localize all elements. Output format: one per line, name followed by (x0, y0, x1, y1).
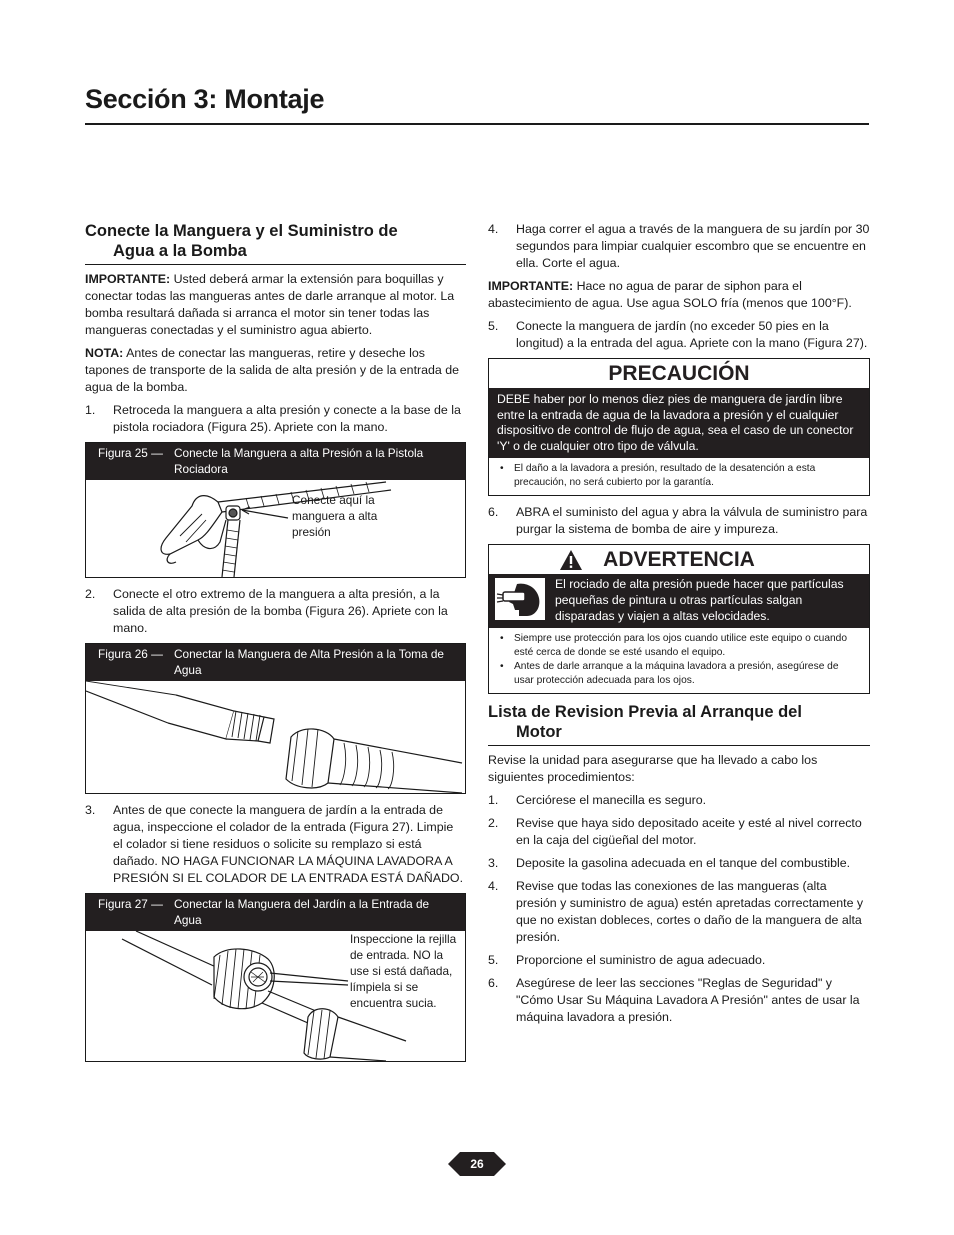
caution-title: PRECAUCIÓN (608, 362, 750, 385)
steps-list-4 (488, 221, 870, 272)
list-item (488, 504, 870, 538)
list-item (488, 815, 870, 849)
step-text: Antes de que conecte la manguera de jardín a la entrada de agua, inspeccione el colador de la entrada (Figura 27). Limpie el colador si tiene residuos o solicite su remplazo si está dañado. NO HAGA FUNCIONAR LA MÁQUINA LAVADORA A PRESIÓN SI EL COLADOR DE LA ENTRADA ESTÁ DAÑADO. (113, 803, 464, 885)
figure-27-callout: Inspeccione la rejilla de entrada. NO la use si está dañada, límpiela si se encuentra sucia. (350, 932, 457, 1010)
spray-gun-illustration (86, 480, 465, 577)
step-text: Haga correr el agua a través de la manguera de su jardín por 30 segundos para limpiar cualquier escombro que se encuentre en ella. Corte el agua. (516, 222, 870, 270)
figure-26-image (86, 681, 465, 793)
list-item (85, 802, 466, 887)
figure-caption-text: Conectar la Manguera de Alta Presión a la Toma de Agua (174, 647, 444, 677)
figure-25-callout: Conecte aquí la manguera a alta presión (292, 493, 378, 539)
section-heading-checklist-line2: Motor (516, 723, 562, 742)
list-item: • Antes de darle arranque a la máquina lavadora a presión, asegúrese de usar protección adecuada para los ojos. (497, 660, 861, 688)
steps-list-3 (85, 802, 466, 887)
step-number: 3. (488, 856, 499, 871)
figure-25-image (86, 480, 465, 577)
importante-label: IMPORTANTE: (488, 279, 574, 293)
nota-text: Antes de conectar las mangueras, retire y deseche los tapones de transporte de la salida de alta presión y de la entrada de agua de la bomba. (85, 346, 460, 394)
list-item: • El daño a la lavadora a presión, resultado de la desatención a esta precaución, no será cubierto por la garantía. (497, 462, 861, 490)
section-heading-checklist-line1: Lista de Revision Previa al Arranque del (488, 703, 802, 722)
left-column (85, 221, 466, 1070)
step-text: Conecte la manguera de jardín (no exceder 50 pies en la longitud) a la entrada del agua. Apriete con la mano (Figura 27). (516, 319, 868, 350)
caution-box (488, 358, 870, 496)
figure-27 (85, 893, 466, 1062)
caution-body: DEBE haber por lo menos diez pies de manguera de jardín libre entre la entrada de agua de la lavadora a presión y el cualquier dispositivo de control de flujo de agua, sea el caso de un conector 'Y' o de cualquier otro tipo de válvula. (489, 388, 869, 458)
importante-text: Hace no agua de parar de siphon para el abastecimiento de agua. Use agua SOLO fría (menos que 100°F). (488, 279, 852, 310)
page-title: Sección 3: Montaje (85, 84, 325, 114)
figure-number: Figura 25 — (98, 446, 163, 460)
list-item (488, 221, 870, 272)
step-text: Conecte el otro extremo de la manguera a alta presión, a la salida de alta presión de la bomba (Figura 26). Apriete con la mano. (113, 587, 448, 635)
importante-text: Usted deberá armar la extensión para boquillas y conectar todas las mangueras antes de darle arranque al motor. La bomba resultará dañada si arranca el motor sin tener todas las mangueras conectadas y el suministro agua abierto. (85, 272, 455, 337)
figure-number: Figura 27 — (98, 897, 163, 911)
steps-list-1 (85, 402, 466, 436)
warning-title: ADVERTENCIA (603, 548, 755, 572)
importante-label: IMPORTANTE: (85, 272, 171, 286)
warning-triangle-icon (559, 549, 583, 571)
hose-fitting-illustration (86, 681, 465, 793)
step-text: Asegúrese de leer las secciones "Reglas de Seguridad" y "Cómo Usar Su Máquina Lavadora A Presión" antes de usar la máquina lavadora a presión. (516, 976, 860, 1025)
warning-body: El rociado de alta presión puede hacer que partículas pequeñas de pintura u otras partículas salgan disparadas y viajen a altas velocidades. (555, 577, 844, 623)
checklist-intro: Revise la unidad para asegurarse que ha llevado a cabo los siguientes procedimientos: (488, 753, 818, 785)
list-item (488, 792, 870, 809)
page-number: 26 (470, 1157, 484, 1171)
figure-number: Figura 26 — (98, 647, 163, 661)
step-number: 2. (488, 816, 499, 831)
list-item (488, 952, 870, 969)
steps-list-5 (488, 318, 870, 352)
figure-caption-text: Conectar la Manguera del Jardín a la Entrada de Agua (174, 897, 430, 927)
step-text: Deposite la gasolina adecuada en el tanque del combustible. (516, 856, 851, 871)
section-heading-hose-line1: Conecte la Manguera y el Suministro de (85, 222, 398, 240)
step-text: Proporcione el suministro de agua adecuado. (516, 953, 766, 968)
step-number: 4. (488, 222, 499, 236)
section-rule (85, 264, 466, 265)
step-number: 6. (488, 976, 499, 991)
list-item: • Siempre use protección para los ojos cuando utilice este equipo o cuando esté cerca de donde se esté usando el equipo. (497, 632, 861, 660)
warning-header (489, 545, 869, 574)
figure-27-caption (86, 894, 465, 931)
step-text: Revise que haya sido depositado aceite y esté al nivel correcto en la caja del cigüeñal del motor. (516, 816, 862, 848)
step-number: 5. (488, 953, 499, 968)
page-number-badge (448, 1152, 506, 1176)
figure-25 (85, 442, 466, 578)
steps-list-6 (488, 504, 870, 538)
checklist-list (488, 792, 870, 1026)
list-item (85, 402, 466, 436)
figure-27-image (86, 931, 465, 1061)
step-number: 5. (488, 319, 499, 333)
list-item (488, 855, 870, 872)
warning-bullets (489, 628, 869, 693)
caution-bullets (489, 458, 869, 495)
list-item (488, 878, 870, 946)
step-number: 2. (85, 587, 96, 601)
list-item (488, 318, 870, 352)
eye-protection-icon (489, 574, 551, 624)
list-item (488, 975, 870, 1026)
step-number: 3. (85, 803, 96, 817)
section-heading-checklist (488, 702, 870, 742)
step-text: Cerciórese el manecilla es seguro. (516, 793, 707, 808)
warning-body-row (489, 574, 869, 628)
right-column (488, 221, 870, 1032)
title-rule (85, 123, 869, 125)
nota-paragraph (85, 345, 466, 396)
step-text: Revise que todas las conexiones de las mangueras (alta presión y suministro de agua) estén apretadas correctamente y que no existan dobleces, cortes o daño de la manguera de alta presión. (516, 879, 864, 945)
figure-caption-text: Conecte la Manguera a alta Presión a la Pistola Rociadora (174, 446, 424, 476)
warning-box (488, 544, 870, 694)
step-text: ABRA el suministo del agua y abra la válvula de suministro para purgar la sistema de bomba de aire y impureza. (516, 505, 868, 537)
section-heading-hose (85, 221, 466, 261)
step-number: 1. (488, 793, 499, 808)
step-number: 6. (488, 505, 499, 520)
figure-25-caption (86, 443, 465, 480)
figure-26-caption (86, 644, 465, 681)
steps-list-2 (85, 586, 466, 637)
nota-label: NOTA: (85, 346, 124, 360)
list-item (85, 586, 466, 637)
figure-26 (85, 643, 466, 794)
step-number: 1. (85, 403, 96, 417)
importante-paragraph (85, 271, 466, 339)
section-heading-hose-line2: Agua a la Bomba (113, 242, 247, 260)
step-number: 4. (488, 879, 499, 894)
step-text: Retroceda la manguera a alta presión y conecte a la base de la pistola rociadora (Figura 25). Apriete con la mano. (113, 403, 461, 434)
importante-water-paragraph (488, 278, 870, 312)
section-rule (488, 745, 870, 746)
